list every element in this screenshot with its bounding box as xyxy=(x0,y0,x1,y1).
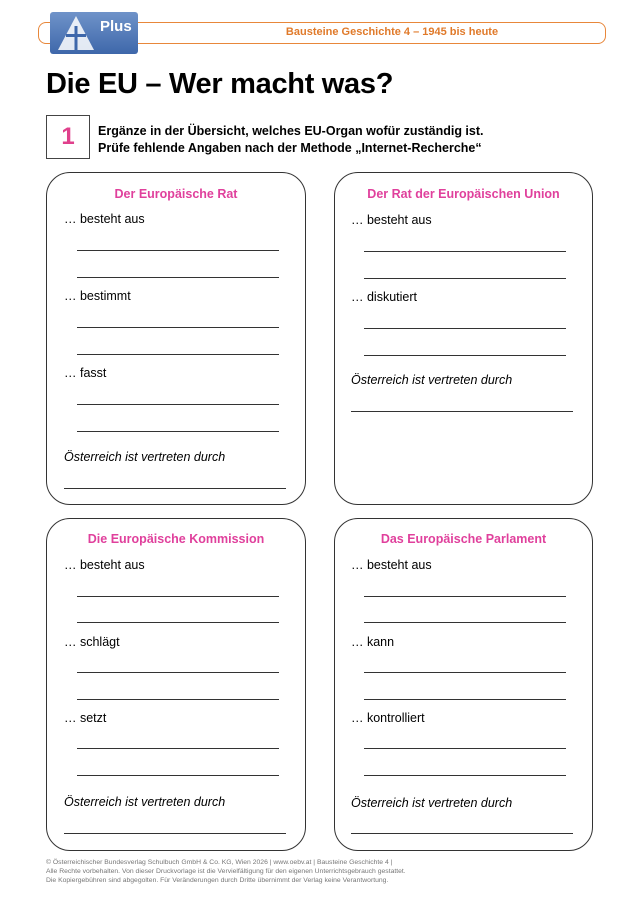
answer-line[interactable] xyxy=(77,327,279,328)
answer-line[interactable] xyxy=(351,833,573,834)
footer-line-2: Alle Rechte vorbehalten. Von dieser Druckvorlage ist die Vervielfältigung für den eigenen Unterrichtsgebrauch gestattet. xyxy=(46,868,406,875)
card-council-of-eu xyxy=(334,172,593,505)
answer-line[interactable] xyxy=(351,411,573,412)
card-title: Die Europäische Kommission xyxy=(87,532,265,546)
footer-line-1: © Österreichischer Bundesverlag Schulbuch GmbH & Co. KG, Wien 2026 | www.oebv.at | Bausteine Geschichte 4 | xyxy=(46,859,393,866)
prompt-label: … besteht aus xyxy=(64,558,145,572)
card-european-parliament xyxy=(334,518,593,851)
prompt-label: … setzt xyxy=(64,711,107,725)
card-european-council xyxy=(46,172,306,505)
answer-line[interactable] xyxy=(364,355,566,356)
answer-line[interactable] xyxy=(77,277,279,278)
card-title: Das Europäische Parlament xyxy=(380,532,547,546)
answer-line[interactable] xyxy=(77,404,279,405)
answer-line[interactable] xyxy=(364,748,566,749)
task-instructions xyxy=(98,123,484,157)
prompt-label: … fasst xyxy=(64,366,107,380)
representation-label: Österreich ist vertreten durch xyxy=(64,450,226,464)
prompt-label: … besteht aus xyxy=(351,558,432,572)
task-number: 1 xyxy=(46,115,90,159)
answer-line[interactable] xyxy=(364,596,566,597)
card-title: Der Europäische Rat xyxy=(114,187,238,201)
representation-label: Österreich ist vertreten durch xyxy=(351,373,513,387)
prompt-label: … schlägt xyxy=(64,635,120,649)
answer-line[interactable] xyxy=(364,278,566,279)
answer-line[interactable] xyxy=(364,622,566,623)
prompt-label: … kann xyxy=(351,635,395,649)
answer-line[interactable] xyxy=(364,251,566,252)
answer-line[interactable] xyxy=(77,596,279,597)
page-title: Die EU – Wer macht was? xyxy=(46,68,394,100)
answer-line[interactable] xyxy=(364,775,566,776)
triangle-logo-icon xyxy=(56,14,96,52)
footer-copyright xyxy=(46,858,406,885)
footer-line-3: Die Kopiergebühren sind abgegolten. Für Veränderungen durch Dritte übernimmt der Verlag keine Verantwortung. xyxy=(46,877,389,884)
answer-line[interactable] xyxy=(77,672,279,673)
prompt-label: … diskutiert xyxy=(351,290,417,304)
answer-line[interactable] xyxy=(64,488,286,489)
answer-line[interactable] xyxy=(364,672,566,673)
answer-line[interactable] xyxy=(364,328,566,329)
task-line-2: Prüfe fehlende Angaben nach der Methode „Internet-Recherche“ xyxy=(98,141,482,155)
logo-text: Plus xyxy=(100,18,132,35)
answer-line[interactable] xyxy=(77,748,279,749)
answer-line[interactable] xyxy=(77,699,279,700)
prompt-label: … bestimmt xyxy=(64,289,131,303)
prompt-label: … kontrolliert xyxy=(351,711,425,725)
prompt-label: … besteht aus xyxy=(64,212,145,226)
answer-line[interactable] xyxy=(77,775,279,776)
card-european-commission xyxy=(46,518,306,851)
representation-label: Österreich ist vertreten durch xyxy=(351,796,513,810)
card-title: Der Rat der Europäischen Union xyxy=(367,187,560,201)
answer-line[interactable] xyxy=(64,833,286,834)
plus-logo xyxy=(50,12,138,54)
answer-line[interactable] xyxy=(77,431,279,432)
answer-line[interactable] xyxy=(77,250,279,251)
representation-label: Österreich ist vertreten durch xyxy=(64,795,226,809)
task-line-1: Ergänze in der Übersicht, welches EU-Organ wofür zuständig ist. xyxy=(98,124,484,138)
prompt-label: … besteht aus xyxy=(351,213,432,227)
answer-line[interactable] xyxy=(364,699,566,700)
answer-line[interactable] xyxy=(77,354,279,355)
answer-line[interactable] xyxy=(77,622,279,623)
header-title: Bausteine Geschichte 4 – 1945 bis heute xyxy=(285,26,499,38)
